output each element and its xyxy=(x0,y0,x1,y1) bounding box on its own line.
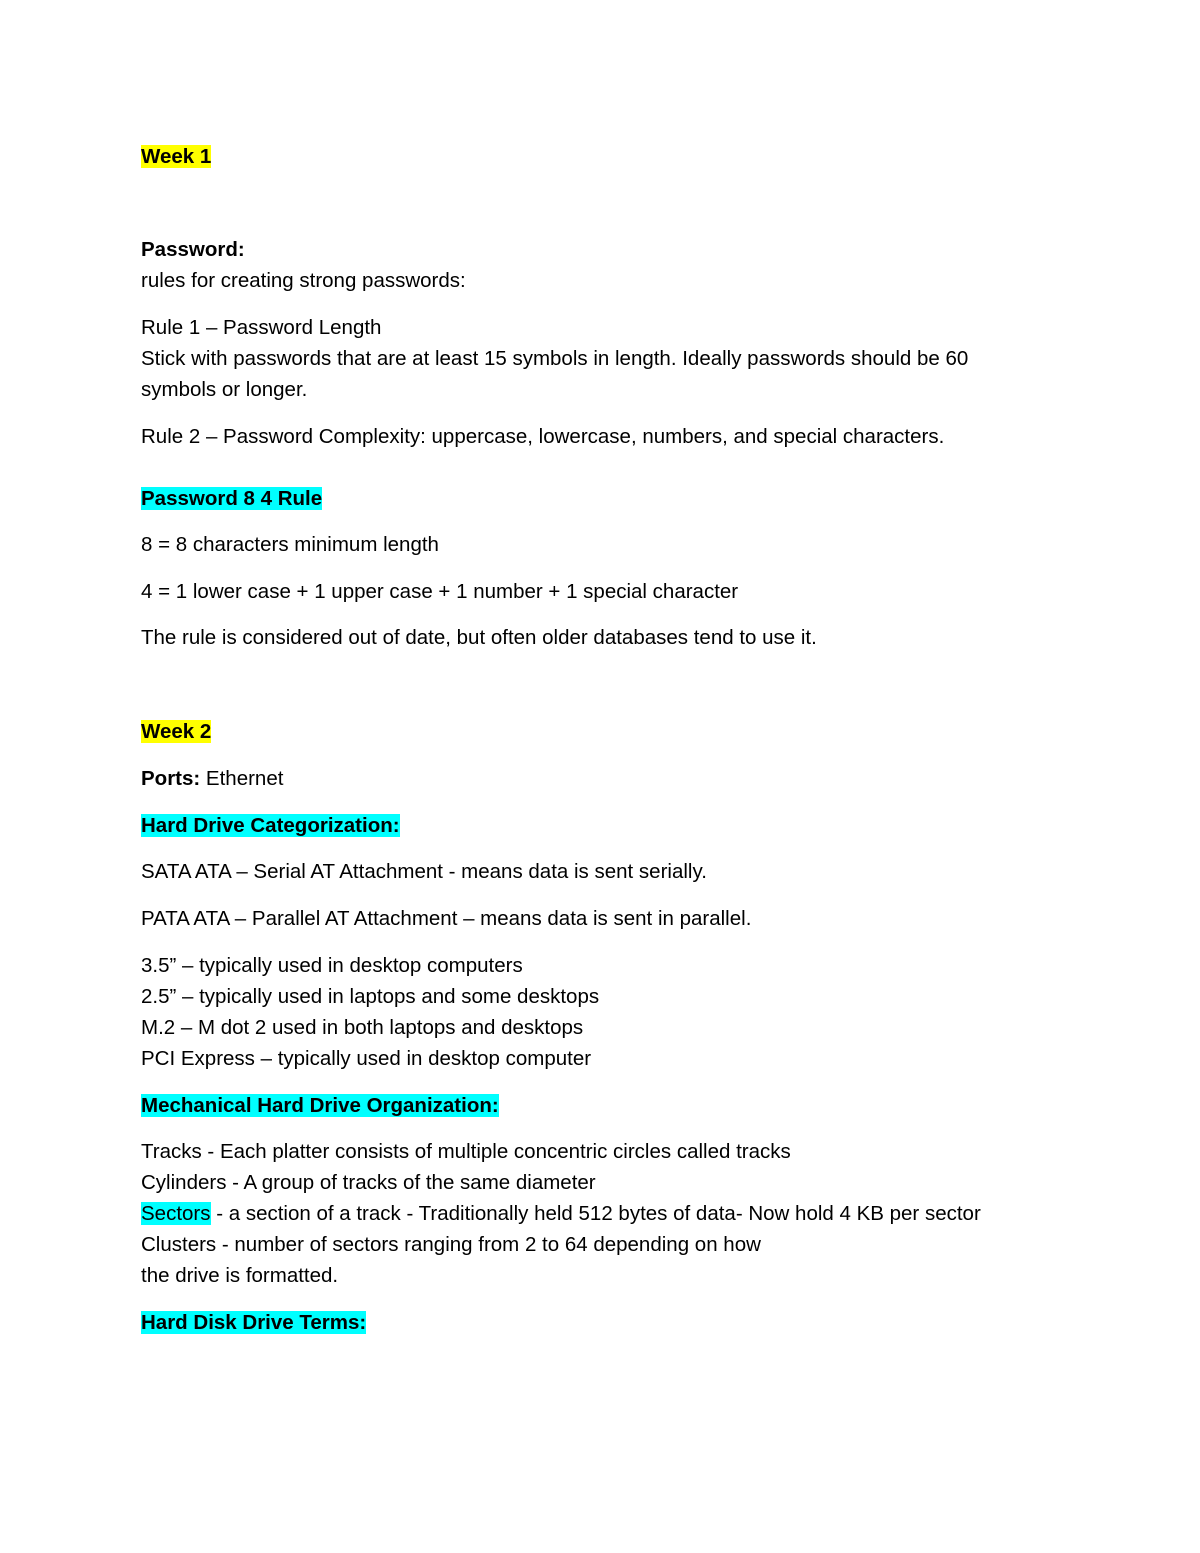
rule84-note: The rule is considered out of date, but often older databases tend to use it. xyxy=(141,626,817,649)
rule84-line2: 4 = 1 lower case + 1 upper case + 1 number + 1 special character xyxy=(141,580,739,603)
hdc-heading: Hard Drive Categorization: xyxy=(141,814,400,837)
week2-heading-line xyxy=(141,716,211,747)
terms-heading: Hard Disk Drive Terms: xyxy=(141,1311,367,1334)
ports-label: Ports: xyxy=(141,767,201,790)
form-factor-item: PCI Express – typically used in desktop computer xyxy=(141,1047,592,1070)
cylinders-line: Cylinders - A group of tracks of the same diameter xyxy=(141,1171,596,1194)
clusters-line-b: the drive is formatted. xyxy=(141,1264,339,1287)
tracks-line: Tracks - Each platter consists of multiple concentric circles called tracks xyxy=(141,1140,791,1163)
password-label: Password: xyxy=(141,238,245,261)
rule84-heading-line xyxy=(141,483,322,514)
form-factor-item: 2.5” – typically used in laptops and some desktops xyxy=(141,985,600,1008)
ports-value: Ethernet xyxy=(200,767,284,790)
sectors-line xyxy=(141,1198,981,1229)
mech-heading: Mechanical Hard Drive Organization: xyxy=(141,1094,499,1117)
week1-heading: Week 1 xyxy=(141,145,212,168)
form-factor-item: 3.5” – typically used in desktop computers xyxy=(141,954,523,977)
mech-heading-line xyxy=(141,1090,499,1121)
pata-line: PATA ATA – Parallel AT Attachment – means data is sent in parallel. xyxy=(141,907,752,930)
week2-heading: Week 2 xyxy=(141,720,212,743)
sectors-label: Sectors xyxy=(141,1202,211,1225)
sectors-text: - a section of a track - Traditionally held 512 bytes of data- Now hold 4 KB per sector xyxy=(210,1202,981,1225)
terms-heading-line xyxy=(141,1307,366,1338)
hdc-heading-line xyxy=(141,810,400,841)
password-intro: rules for creating strong passwords: xyxy=(141,269,466,292)
rule1-text-b: symbols or longer. xyxy=(141,378,308,401)
rule2-text: Rule 2 – Password Complexity: uppercase, lowercase, numbers, and special characters. xyxy=(141,425,945,448)
ports-line xyxy=(141,763,283,794)
sata-line: SATA ATA – Serial AT Attachment - means data is sent serially. xyxy=(141,860,707,883)
clusters-line-a: Clusters - number of sectors ranging from 2 to 64 depending on how xyxy=(141,1233,761,1256)
form-factor-item: M.2 – M dot 2 used in both laptops and desktops xyxy=(141,1016,584,1039)
rule1-title: Rule 1 – Password Length xyxy=(141,316,382,339)
rule84-line1: 8 = 8 characters minimum length xyxy=(141,533,439,556)
rule1-text-a: Stick with passwords that are at least 15 symbols in length. Ideally passwords should be 60 xyxy=(141,347,969,370)
week1-heading-line xyxy=(141,141,211,172)
rule84-heading: Password 8 4 Rule xyxy=(141,487,323,510)
